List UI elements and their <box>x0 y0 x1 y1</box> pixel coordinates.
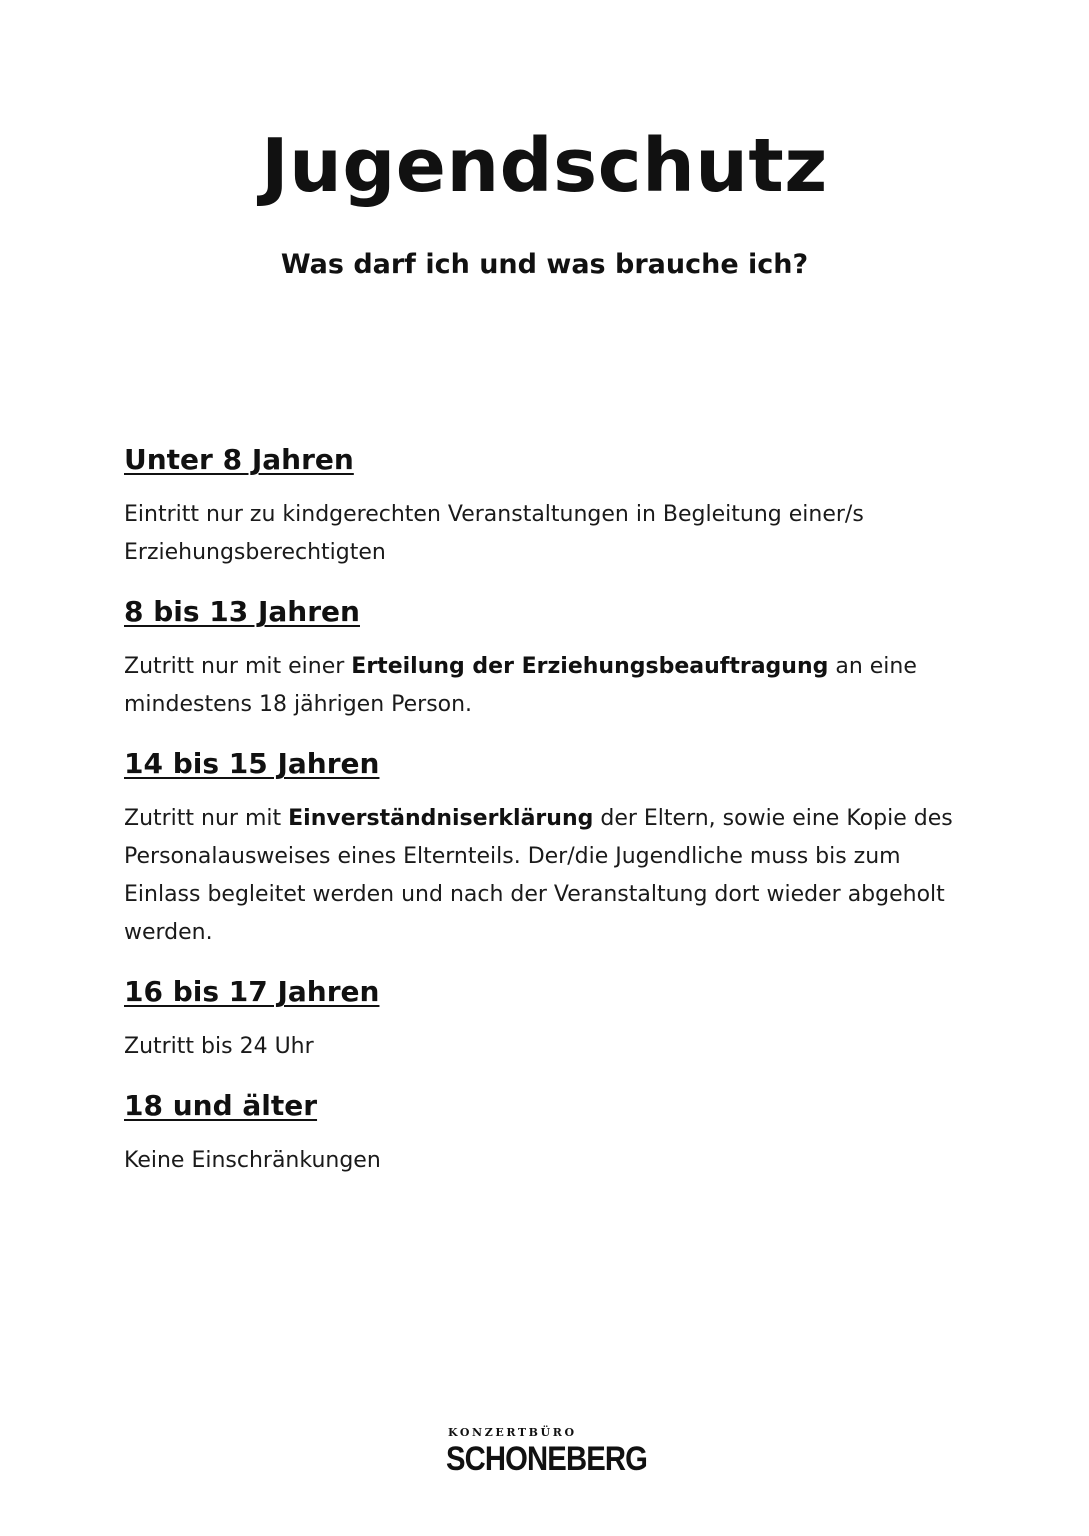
section-16-to-17 <box>124 970 974 1066</box>
section-heading: 16 bis 17 Jahren <box>124 975 380 1008</box>
page-title: Jugendschutz <box>261 123 828 209</box>
section-14-to-15 <box>124 742 974 952</box>
section-text: Eintritt nur zu kindgerechten Veranstaltungen in Begleitung einer/s Erziehungsberechtigten <box>124 502 864 565</box>
section-text: Zutritt bis 24 Uhr <box>124 1034 314 1059</box>
section-body <box>124 800 974 952</box>
content-sections <box>124 438 974 1198</box>
section-heading: Unter 8 Jahren <box>124 443 354 476</box>
section-text: der Eltern, sowie eine Kopie des Personalausweises eines Elternteils. Der/die Jugendliche muss bis zum Einlass begleitet werden und nach der Veranstaltung dort wieder abgeholt werden. <box>124 806 953 945</box>
logo-main-text: SCHONEBERG <box>446 1440 647 1478</box>
section-heading: 18 und älter <box>124 1089 318 1122</box>
section-text-bold: Erteilung der Erziehungsbeauftragung <box>351 654 829 679</box>
section-text: Keine Einschränkungen <box>124 1148 381 1173</box>
page-subtitle: Was darf ich und was brauche ich? <box>280 249 809 280</box>
section-text-bold: Einverständniserklärung <box>288 806 594 831</box>
section-heading: 8 bis 13 Jahren <box>124 595 360 628</box>
section-under-8 <box>124 438 974 572</box>
section-text: an eine mindestens 18 jährigen Person. <box>124 654 917 717</box>
konzertbuero-logo <box>446 1425 646 1477</box>
section-text: Zutritt nur mit einer <box>124 654 352 679</box>
section-body <box>124 1142 974 1180</box>
section-body <box>124 496 974 572</box>
section-text: Zutritt nur mit <box>124 806 289 831</box>
section-body <box>124 1028 974 1066</box>
section-heading: 14 bis 15 Jahren <box>124 747 380 780</box>
section-body <box>124 648 974 724</box>
section-8-to-13 <box>124 590 974 724</box>
section-18-plus <box>124 1084 974 1180</box>
logo-top-text: KONZERTBÜRO <box>448 1426 577 1439</box>
